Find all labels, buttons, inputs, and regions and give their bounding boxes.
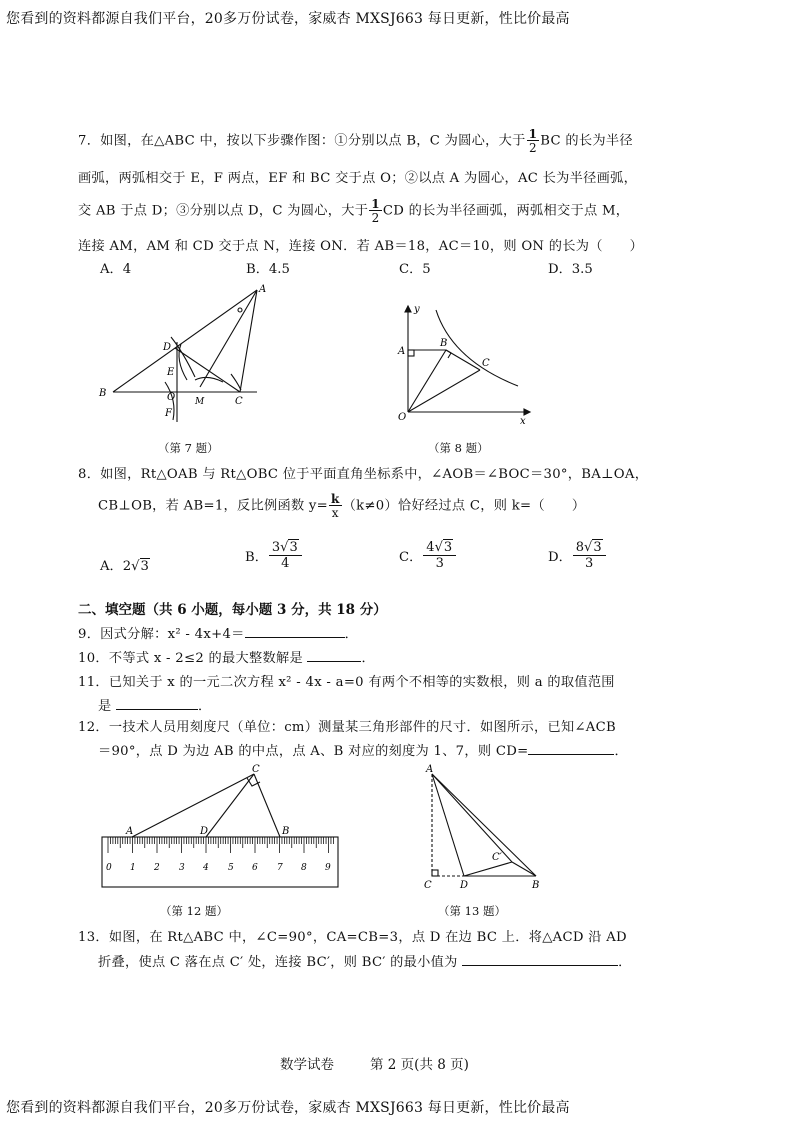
arc-5 <box>231 374 241 390</box>
fig7-label-f: F <box>165 408 172 419</box>
segment-ac <box>132 774 254 837</box>
fig12-label-b: B <box>282 826 290 837</box>
fig12-label-a: A <box>126 826 134 837</box>
q11-text: 是 <box>98 699 112 714</box>
q11-end: ． <box>198 699 212 714</box>
fig13-label-c: C <box>424 880 432 891</box>
q9-answer-blank[interactable] <box>245 624 345 638</box>
fig12-label-c: C <box>252 764 260 775</box>
frac-numerator: 1 <box>371 197 380 211</box>
q11-line2 <box>98 695 212 714</box>
fig7-caption: （第 7 题） <box>158 441 219 455</box>
q7-choice-d: D．3.5 <box>548 262 593 277</box>
q7-line1 <box>78 128 633 154</box>
choice-letter: D． <box>548 550 572 565</box>
ruler-num-8: 8 <box>301 863 307 873</box>
q8-choice-c <box>399 540 457 571</box>
frac-numerator: k <box>331 492 340 506</box>
fig7-label-e: E <box>167 367 175 378</box>
ruler-num-9: 9 <box>325 863 331 873</box>
fig7-label-c: C <box>235 396 243 407</box>
choice-radicand: 3 <box>140 559 149 574</box>
num-coef: 3 <box>271 540 281 555</box>
q8-line2 <box>98 493 585 519</box>
mark-circle <box>238 308 242 312</box>
choice-coef: 2 <box>122 559 132 574</box>
q8-fraction-k-over-x <box>329 493 342 519</box>
q8-choice-d <box>548 540 607 571</box>
q7-line2: 画弧，两弧相交于 E，F 两点，EF 和 BC 交于点 O；②以点 A 为圆心，AC 长为半径画弧， <box>78 171 638 186</box>
fig13-caption: （第 13 题） <box>438 904 506 918</box>
ruler-num-3: 3 <box>179 863 185 873</box>
figure-7 <box>95 282 270 430</box>
segment-dc <box>175 348 240 392</box>
q7-line1-text-a: 7．如图，在△ABC 中，按以下步骤作图：①分别以点 B，C 为圆心，大于 <box>78 133 526 149</box>
num-coef: 4 <box>426 540 435 555</box>
fig12-caption: （第 12 题） <box>160 904 228 918</box>
q11-line1: 11．已知关于 x 的一元二次方程 x² - 4x - a=0 有两个不相等的实数根，则 a 的取值范围 <box>78 675 615 690</box>
choice-fraction <box>573 540 606 571</box>
q13-answer-blank[interactable] <box>462 952 618 966</box>
q7-line1-text-b: BC 的长为半径 <box>540 133 633 149</box>
ruler-ticks <box>108 837 333 853</box>
q7-line3-text-a: 交 AB 于点 D；③分别以点 D，C 为圆心，大于 <box>78 203 369 219</box>
fig7-label-b: B <box>99 388 107 399</box>
fig8-label-y: y <box>414 304 420 315</box>
fig7-label-a: A <box>259 284 267 295</box>
q7-fraction-half-2 <box>369 198 382 224</box>
q7-fraction-half <box>527 128 540 154</box>
ruler-num-1: 1 <box>130 863 136 873</box>
right-angle-c <box>432 870 438 876</box>
frac-numerator: 4√3 <box>423 540 456 556</box>
q12-end: ． <box>614 744 628 759</box>
fig13-label-b: B <box>532 880 540 891</box>
fig13-label-a: A <box>426 764 434 775</box>
choice-letter: C． <box>399 550 423 565</box>
q8-line1: 8．如图，Rt△OAB 与 Rt△OBC 位于平面直角坐标系中，∠AOB＝∠BOC＝30°，BA⊥OA， <box>78 467 649 482</box>
figure-13 <box>420 764 550 894</box>
ruler-num-0: 0 <box>106 863 112 873</box>
fig8-label-a: A <box>398 346 406 357</box>
hyperbola <box>436 310 518 386</box>
right-angle-b <box>446 350 451 358</box>
q10-answer-blank[interactable] <box>307 648 361 662</box>
q12-line2 <box>98 740 628 759</box>
segment-dc <box>206 774 254 837</box>
x-axis-arrow <box>524 409 530 415</box>
frac-denominator: 2 <box>528 141 537 155</box>
frac-denominator: 3 <box>435 556 444 571</box>
q7-line3-text-b: CD 的长为半径画弧，两弧相交于点 M， <box>382 203 630 219</box>
right-angle-a <box>408 350 414 356</box>
frac-denominator: x <box>331 506 339 520</box>
choice-letter: B． <box>245 550 268 565</box>
fig7-label-o: O <box>167 392 176 403</box>
q8-line2-text-a: CB⊥OB，若 AB=1，反比例函数 y= <box>98 498 329 514</box>
ruler-numbers <box>106 863 331 873</box>
q13-line1: 13．如图，在 Rt△ABC 中，∠C=90°，CA=CB=3，点 D 在边 BC 上．将△ACD 沿 AD <box>78 930 627 945</box>
section-title-fill-in: 二、填空题（共 6 小题，每小题 3 分，共 18 分） <box>78 602 387 618</box>
fig7-label-m: M <box>195 397 205 407</box>
q8-choice-b <box>245 540 303 571</box>
q11-answer-blank[interactable] <box>116 696 198 710</box>
ruler-num-7: 7 <box>277 863 283 873</box>
q12-line1: 12．一技术人员用刻度尺（单位：cm）测量某三角形部件的尺寸．如图所示，已知∠ACB <box>78 720 616 735</box>
frac-numerator: 1 <box>528 127 538 141</box>
footer-page-number: 第 2 页(共 8 页) <box>370 1057 469 1073</box>
ruler-num-4: 4 <box>203 863 209 873</box>
ruler-num-6: 6 <box>252 863 258 873</box>
fig7-label-d: D <box>163 342 172 353</box>
frac-denominator: 4 <box>281 556 290 571</box>
segment-ac-prime <box>432 774 512 862</box>
fig8-label-o: O <box>398 412 407 423</box>
q8-line2-text-b: （k≠0）恰好经过点 C，则 k=（ ） <box>342 498 586 514</box>
q7-line4: 连接 AM，AM 和 CD 交于点 N，连接 ON．若 AB＝18，AC＝10，则 ON 的长为（ ） <box>78 239 644 254</box>
choice-letter: A． <box>100 559 123 574</box>
footer-subject: 数学试卷 <box>280 1057 334 1073</box>
segment-oc <box>408 370 480 412</box>
frac-denominator: 2 <box>371 211 380 225</box>
ruler-num-5: 5 <box>228 863 234 873</box>
q13-end: ． <box>618 955 632 970</box>
num-radicand: 3 <box>593 540 602 555</box>
frac-denominator: 3 <box>585 556 594 571</box>
q9 <box>78 623 358 642</box>
frac-numerator: 3√3 <box>269 540 302 556</box>
frac-numerator: 8√3 <box>573 540 606 556</box>
q7-choice-a: A．4 <box>100 262 132 277</box>
y-axis-arrow <box>405 306 411 312</box>
q7-choice-b: B．4.5 <box>246 262 290 277</box>
q12-text: ＝90°，点 D 为边 AB 的中点，点 A、B 对应的刻度为 1、7，则 CD= <box>98 744 529 759</box>
fig12-label-d: D <box>200 826 209 837</box>
fig8-label-b: B <box>440 338 448 349</box>
choice-fraction <box>423 540 456 571</box>
segment-ob <box>408 350 446 412</box>
num-radicand: 3 <box>443 540 453 555</box>
q13-line2 <box>98 951 632 970</box>
q13-text: 折叠，使点 C 落在点 C′ 处，连接 BC′，则 BC′ 的最小值为 <box>98 955 458 970</box>
num-radicand: 3 <box>289 540 298 555</box>
figure-8 <box>390 300 535 428</box>
q10-text: 10．不等式 x - 2≤2 的最大整数解是 <box>78 651 303 666</box>
top-banner: 您看到的资料都源自我们平台，20多万份试卷，家威杏 MXSJ663 每日更新，性比价最高 <box>6 11 570 27</box>
q7-line3 <box>78 198 629 224</box>
ruler-num-2: 2 <box>154 863 160 873</box>
fig8-label-x: x <box>520 416 526 427</box>
fig8-label-c: C <box>482 358 490 369</box>
q8-choice-a: A．2√3 <box>100 559 149 574</box>
figure-12 <box>98 762 344 892</box>
q9-text: 9．因式分解：x² - 4x+4＝ <box>78 627 245 642</box>
bottom-banner: 您看到的资料都源自我们平台，20多万份试卷，家威杏 MXSJ663 每日更新，性比价最高 <box>6 1100 570 1116</box>
segment-dc-prime <box>464 862 512 876</box>
fig13-label-c-prime: C′ <box>492 852 502 863</box>
fig8-caption: （第 8 题） <box>428 441 489 455</box>
ruler-body <box>102 837 338 887</box>
q10-end: ． <box>361 651 375 666</box>
q7-choice-c: C．5 <box>399 262 431 277</box>
fig13-label-d: D <box>460 880 469 891</box>
q12-answer-blank[interactable] <box>528 741 614 755</box>
q10 <box>78 647 375 666</box>
choice-fraction <box>269 540 302 571</box>
q9-end: ． <box>344 627 359 642</box>
num-coef: 8 <box>575 540 585 555</box>
